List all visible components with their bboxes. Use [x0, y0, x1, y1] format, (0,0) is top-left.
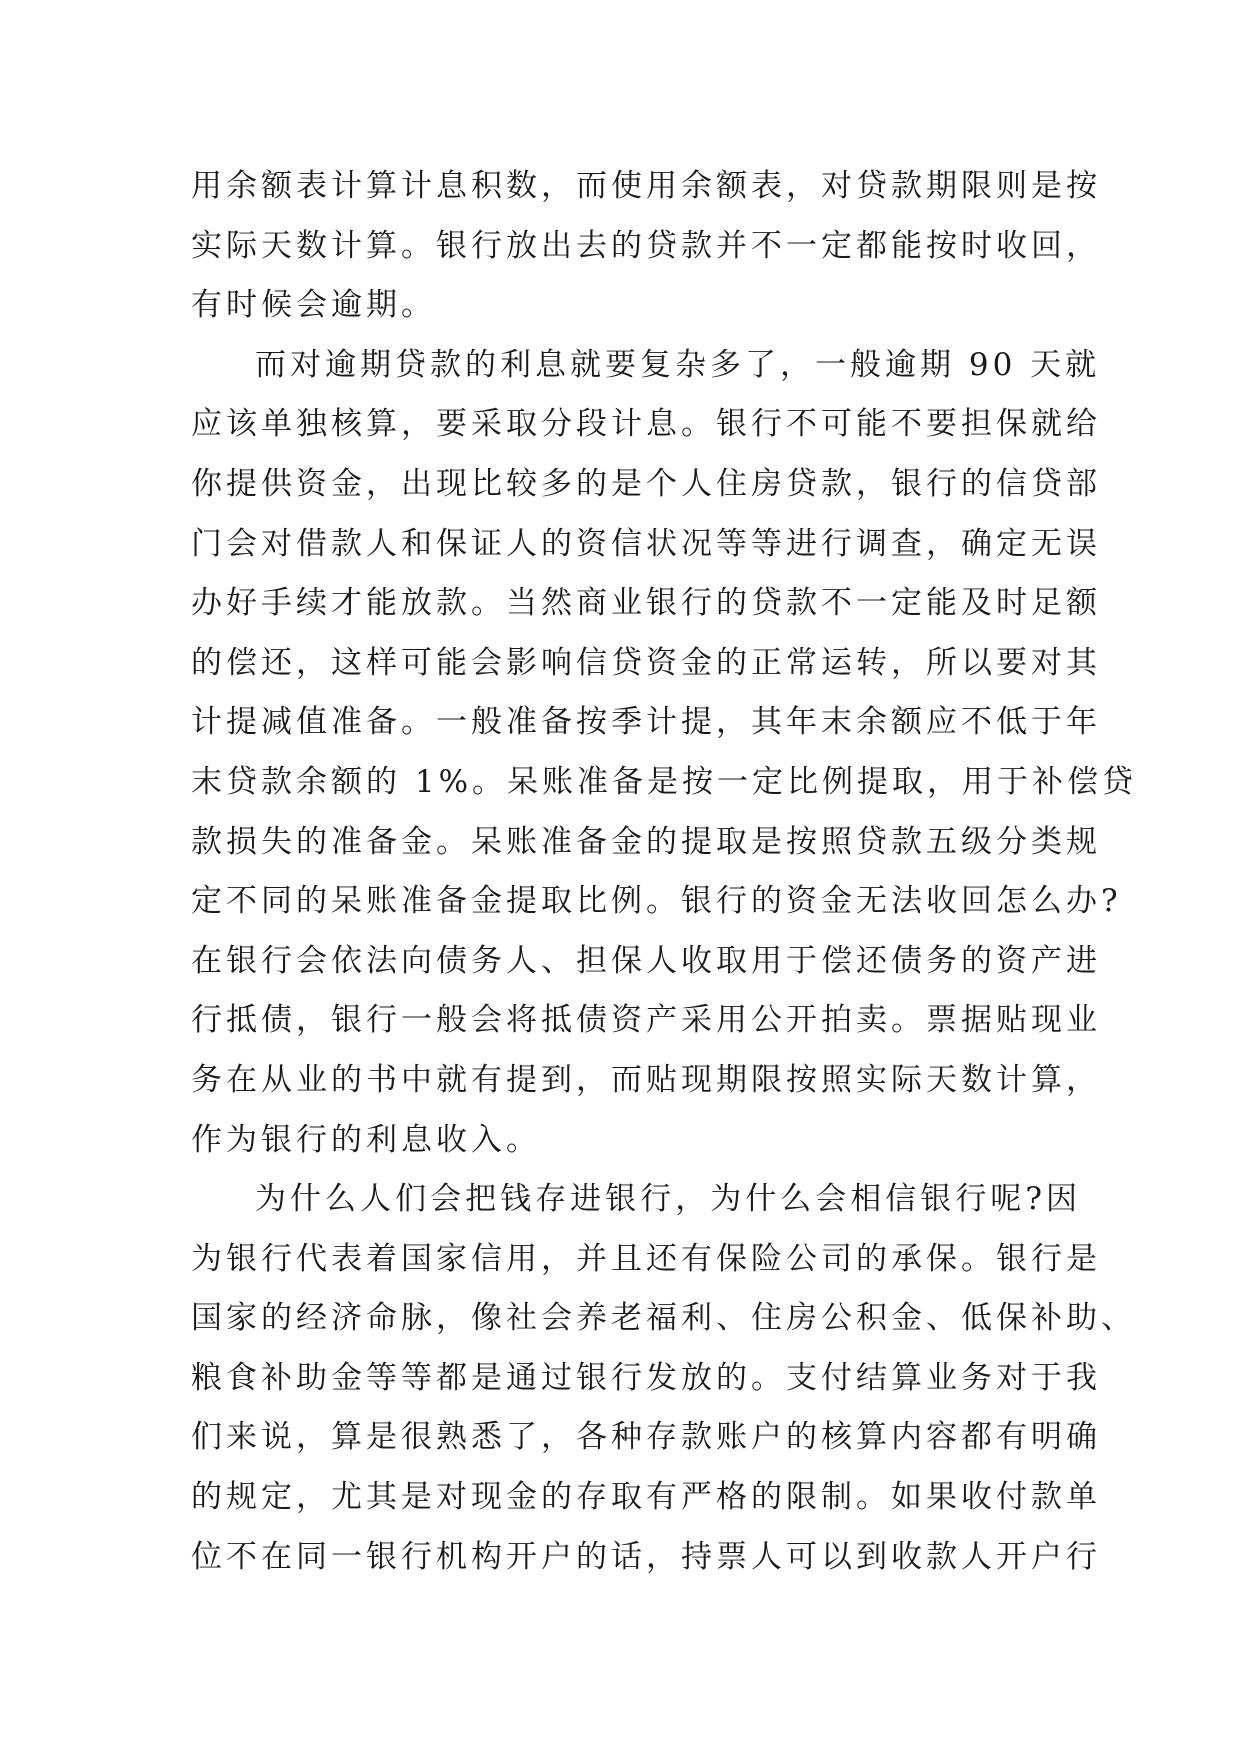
- text-line: 位不在同一银行机构开户的话，持票人可以到收款人开户行: [191, 1538, 1101, 1575]
- text-line: 的规定，尤其是对现金的存取有严格的限制。如果收付款单: [191, 1479, 1101, 1516]
- text-line: 用余额表计算计息积数，而使用余额表，对贷款期限则是按: [191, 168, 1101, 204]
- paragraph-first-line: 而对逾期贷款的利息就要复杂多了，一般逾期 90 天就: [255, 346, 1101, 383]
- text-line: 你提供资金，出现比较多的是个人住房贷款，银行的信贷部: [191, 465, 1101, 502]
- text-line: 作为银行的利息收入。: [191, 1121, 541, 1158]
- text-line: 款损失的准备金。呆账准备金的提取是按照贷款五级分类规: [191, 823, 1101, 860]
- text-line: 粮食补助金等等都是通过银行发放的。支付结算业务对于我: [191, 1359, 1101, 1396]
- text-line: 们来说，算是很熟悉了，各种存款账户的核算内容都有明确: [191, 1419, 1101, 1456]
- text-line: 计提减值准备。一般准备按季计提，其年末余额应不低于年: [191, 704, 1101, 741]
- text-line: 国家的经济命脉，像社会养老福利、住房公积金、低保补助、: [191, 1300, 1136, 1337]
- text-line: 门会对借款人和保证人的资信状况等等进行调查，确定无误: [191, 525, 1101, 562]
- text-line: 应该单独核算，要采取分段计息。银行不可能不要担保就给: [191, 406, 1101, 443]
- text-line: 行抵债，银行一般会将抵债资产采用公开拍卖。票据贴现业: [191, 1002, 1101, 1039]
- text-line: 办好手续才能放款。当然商业银行的贷款不一定能及时足额: [191, 585, 1101, 622]
- paragraph-first-line: 为什么人们会把钱存进银行，为什么会相信银行呢?因: [255, 1181, 1081, 1218]
- text-line: 有时候会逾期。: [191, 287, 436, 324]
- text-line: 末贷款余额的 1%。呆账准备是按一定比例提取，用于补偿贷: [191, 763, 1138, 800]
- body-text: [191, 157, 1138, 1587]
- text-line: 为银行代表着国家信用，并且还有保险公司的承保。银行是: [191, 1240, 1101, 1277]
- text-line: 在银行会依法向债务人、担保人收取用于偿还债务的资产进: [191, 942, 1101, 979]
- text-line: 定不同的呆账准备金提取比例。银行的资金无法收回怎么办?: [191, 883, 1122, 920]
- text-line: 务在从业的书中就有提到，而贴现期限按照实际天数计算，: [191, 1061, 1101, 1098]
- text-line: 实际天数计算。银行放出去的贷款并不一定都能按时收回，: [191, 227, 1101, 264]
- text-line: 的偿还，这样可能会影响信贷资金的正常运转，所以要对其: [191, 644, 1101, 681]
